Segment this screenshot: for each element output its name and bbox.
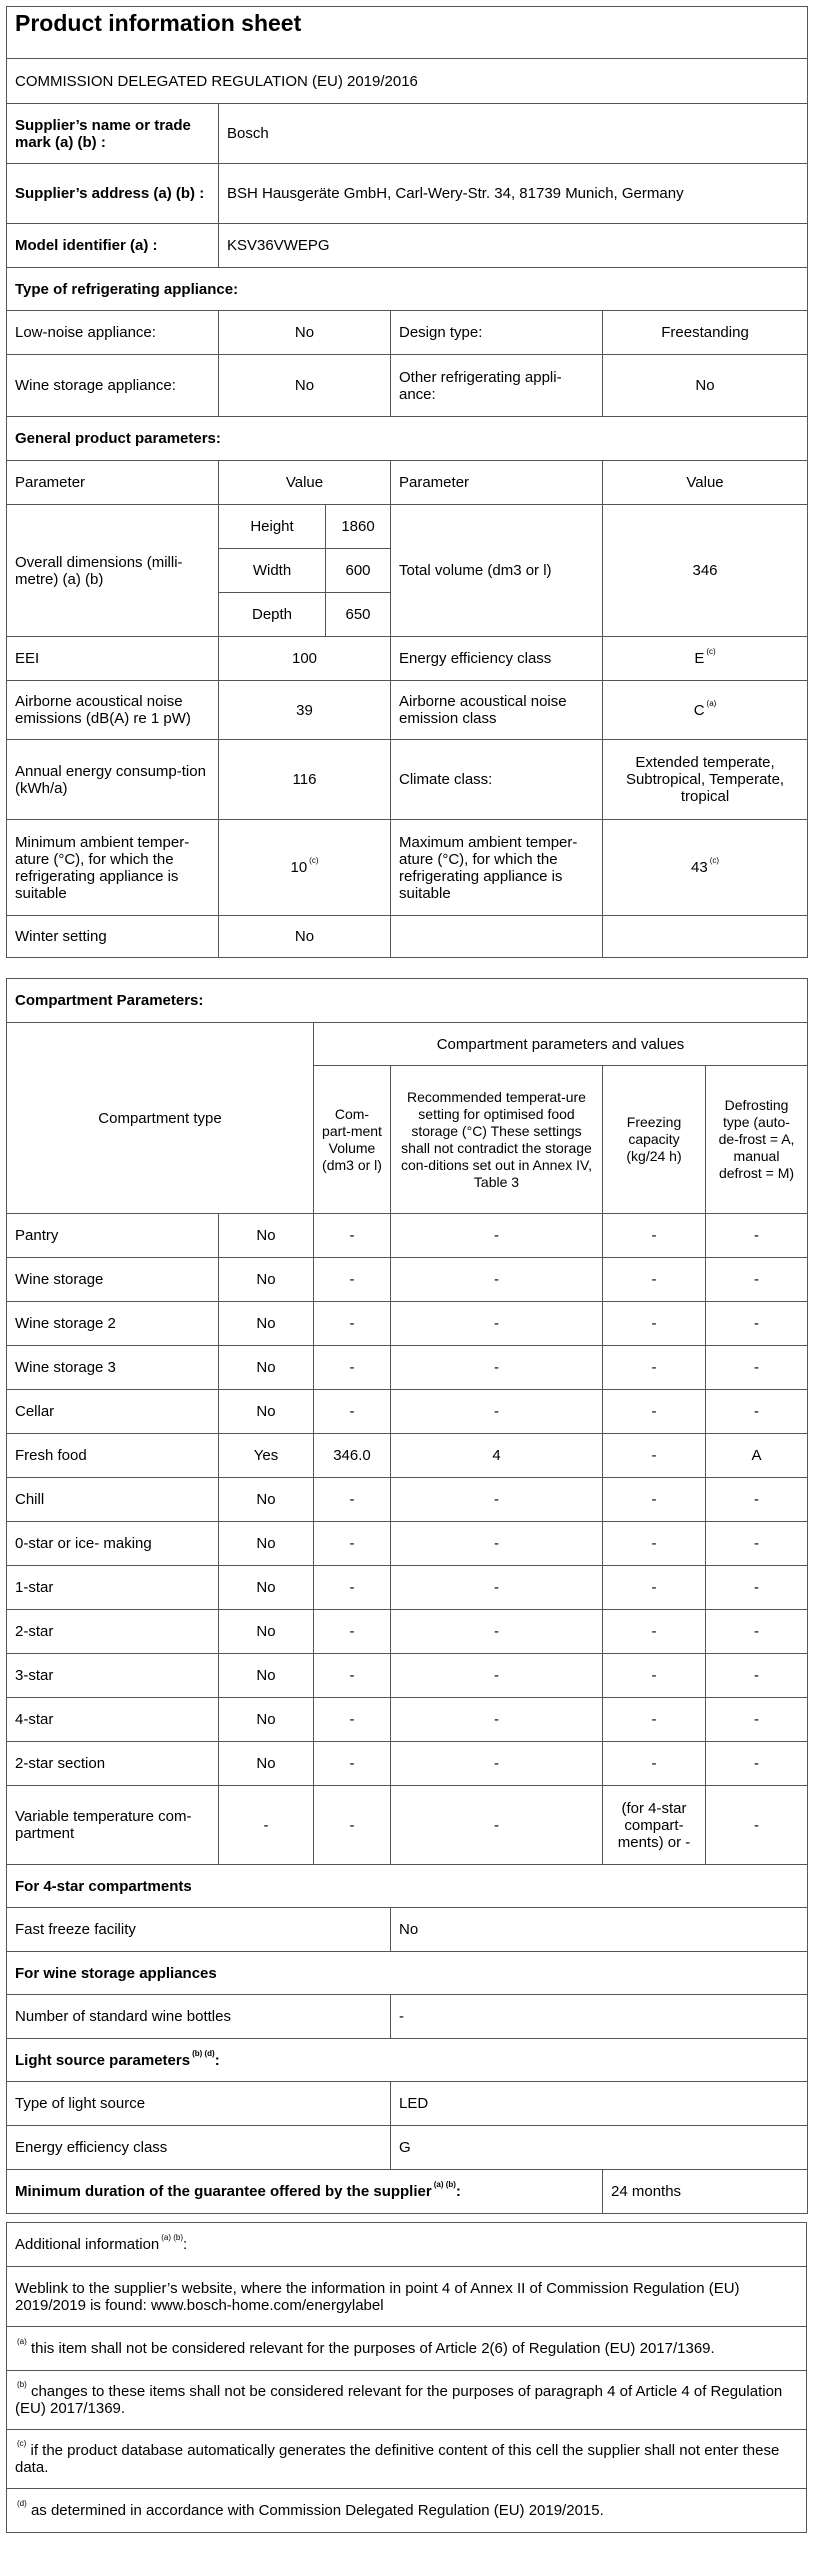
additional-heading-cell <box>7 2223 807 2267</box>
compartment-row <box>7 1742 808 1786</box>
winter-label: Winter setting <box>7 916 219 958</box>
compartment-freezing: - <box>603 1346 706 1390</box>
compartment-present: No <box>219 1522 314 1566</box>
col-defrost-header: Defrosting type (auto-de-frost = A, manual defrost = M) <box>706 1066 808 1214</box>
min-temp-value: 10 <box>290 859 308 876</box>
variable-temp-freezing: (for 4-star compart-ments) or - <box>603 1786 706 1865</box>
footnote-c-mark: (c) <box>17 2439 27 2448</box>
compartment-name: Pantry <box>7 1214 219 1258</box>
compartment-name: Fresh food <box>7 1434 219 1478</box>
col-temp-header: Recommended temperat-ure setting for optimised food storage (°C) These settings shall not contradict the storage con-ditions set out in Annex IV, Table 3 <box>391 1066 603 1214</box>
compartment-volume: 346.0 <box>314 1434 391 1478</box>
compartment-volume: - <box>314 1522 391 1566</box>
compartment-defrost: - <box>706 1522 808 1566</box>
compartment-name: 4-star <box>7 1698 219 1742</box>
compartment-name: 0-star or ice- making <box>7 1522 219 1566</box>
compartment-present: No <box>219 1478 314 1522</box>
light-heading: Light source parameters <box>15 2051 191 2069</box>
compartment-volume: - <box>314 1566 391 1610</box>
compartment-present: No <box>219 1742 314 1786</box>
compartment-present: Yes <box>219 1434 314 1478</box>
min-temp-note: (c) <box>309 856 319 865</box>
eec-value: E <box>694 650 705 667</box>
value-header-left: Value <box>219 461 391 505</box>
compartment-defrost: - <box>706 1390 808 1434</box>
light-heading-cell <box>7 2039 808 2082</box>
compartment-name: Wine storage 3 <box>7 1346 219 1390</box>
depth-value: 650 <box>326 593 391 637</box>
compartment-row <box>7 1302 808 1346</box>
param-header-right: Parameter <box>391 461 603 505</box>
wine-bottles-label: Number of standard wine bottles <box>7 1995 391 2039</box>
compartment-temp: - <box>391 1346 603 1390</box>
compartment-name: 1-star <box>7 1566 219 1610</box>
guarantee-value: 24 months <box>603 2170 808 2214</box>
compartment-row <box>7 1522 808 1566</box>
model-label: Model identifier (a) : <box>7 224 219 268</box>
light-type-label: Type of light source <box>7 2082 391 2126</box>
compartment-type-header: Compartment type <box>7 1023 314 1214</box>
compartment-freezing: - <box>603 1302 706 1346</box>
compartment-temp: - <box>391 1258 603 1302</box>
compartment-present: No <box>219 1214 314 1258</box>
climate-label: Climate class: <box>391 740 603 820</box>
compartment-temp: - <box>391 1566 603 1610</box>
type-heading: Type of refrigerating appliance: <box>7 268 808 311</box>
compartment-temp: - <box>391 1742 603 1786</box>
footnote-d-text: as determined in accordance with Commission Delegated Regulation (EU) 2019/2015. <box>30 2502 604 2519</box>
compartment-heading: Compartment Parameters: <box>7 979 808 1023</box>
noise-class-note: (a) <box>706 698 717 708</box>
compartment-defrost: - <box>706 1654 808 1698</box>
param-header-left: Parameter <box>7 461 219 505</box>
supplier-name: Bosch <box>219 104 808 164</box>
compartment-name: 2-star <box>7 1610 219 1654</box>
min-temp-cell <box>219 820 391 916</box>
guarantee-label-cell <box>7 2170 603 2214</box>
variable-temp-defrost: - <box>706 1786 808 1865</box>
four-star-heading: For 4-star compartments <box>7 1865 808 1908</box>
compartment-volume: - <box>314 1214 391 1258</box>
depth-label: Depth <box>219 593 326 637</box>
noise-class-label: Airborne acoustical noise emission class <box>391 681 603 740</box>
compartment-volume: - <box>314 1302 391 1346</box>
footnote-b-text: changes to these items shall not be considered relevant for the purposes of paragraph 4 of Article 4 of Regulation (EU) 2017/1369. <box>15 2383 783 2417</box>
product-info-table <box>6 6 808 958</box>
sheet-title: Product information sheet <box>7 7 808 59</box>
compartment-volume: - <box>314 1478 391 1522</box>
compartment-temp: - <box>391 1390 603 1434</box>
compartment-freezing: - <box>603 1742 706 1786</box>
additional-heading-colon: : <box>183 2236 188 2253</box>
additional-heading-note: (a) (b) <box>161 2233 184 2242</box>
compartment-volume: - <box>314 1654 391 1698</box>
compartment-row <box>7 1654 808 1698</box>
variable-temp-setting: - <box>391 1786 603 1865</box>
wine-bottles-value: - <box>391 1995 808 2039</box>
compartment-freezing: - <box>603 1258 706 1302</box>
footnote-d-mark: (d) <box>17 2499 27 2508</box>
compartment-freezing: - <box>603 1698 706 1742</box>
max-temp-label: Maximum ambient temper-ature (°C), for which the refrigerating appliance is suitable <box>391 820 603 916</box>
compartment-defrost: A <box>706 1434 808 1478</box>
other-appliance-label: Other refrigerating appli-ance: <box>391 355 603 417</box>
width-label: Width <box>219 549 326 593</box>
footnote-a-text: this item shall not be considered relevant for the purposes of Article 2(6) of Regulation (EU) 2017/1369. <box>30 2340 715 2357</box>
compartment-row <box>7 1478 808 1522</box>
footnote-c-text: if the product database automatically generates the definitive content of this cell the supplier shall not enter these data. <box>15 2442 780 2476</box>
light-type-value: LED <box>391 2082 808 2126</box>
noise-class-cell <box>603 681 808 740</box>
width-value: 600 <box>326 549 391 593</box>
wine-heading: For wine storage appliances <box>7 1952 808 1995</box>
general-heading: General product parameters: <box>7 417 808 461</box>
compartment-row <box>7 1214 808 1258</box>
height-value: 1860 <box>326 505 391 549</box>
compartment-temp: - <box>391 1698 603 1742</box>
regulation-text: COMMISSION DELEGATED REGULATION (EU) 2019/2016 <box>7 59 808 104</box>
eec-note: (c) <box>706 647 716 656</box>
compartment-volume: - <box>314 1346 391 1390</box>
col-volume-header: Com-part-ment Volume (dm3 or l) <box>314 1066 391 1214</box>
energy-value: 116 <box>219 740 391 820</box>
compartment-present: No <box>219 1302 314 1346</box>
eei-value: 100 <box>219 637 391 681</box>
variable-temp-volume: - <box>314 1786 391 1865</box>
footnote-a-mark: (a) <box>17 2337 27 2346</box>
compartment-row <box>7 1346 808 1390</box>
noise-value: 39 <box>219 681 391 740</box>
eec-cell <box>603 637 808 681</box>
compartment-temp: 4 <box>391 1434 603 1478</box>
supplier-name-label: Supplier’s name or trade mark (a) (b) : <box>7 104 219 164</box>
compartment-name: 3-star <box>7 1654 219 1698</box>
value-header-right: Value <box>603 461 808 505</box>
compartment-defrost: - <box>706 1698 808 1742</box>
compartment-row <box>7 1258 808 1302</box>
compartment-temp: - <box>391 1522 603 1566</box>
energy-label: Annual energy consump-tion (kWh/a) <box>7 740 219 820</box>
supplier-address: BSH Hausgeräte GmbH, Carl-Wery-Str. 34, 81739 Munich, Germany <box>219 164 808 224</box>
compartment-volume: - <box>314 1742 391 1786</box>
light-heading-note: (b) (d) <box>192 2048 215 2058</box>
guarantee-note: (a) (b) <box>433 2180 456 2189</box>
eec-label: Energy efficiency class <box>391 637 603 681</box>
compartment-present: No <box>219 1346 314 1390</box>
design-type-value: Freestanding <box>603 311 808 355</box>
footnote-a <box>7 2327 807 2371</box>
compartment-name: Wine storage 2 <box>7 1302 219 1346</box>
compartment-volume: - <box>314 1258 391 1302</box>
height-label: Height <box>219 505 326 549</box>
footnote-d <box>7 2489 807 2533</box>
compartment-defrost: - <box>706 1478 808 1522</box>
low-noise-value: No <box>219 311 391 355</box>
wine-storage-value: No <box>219 355 391 417</box>
compartment-present: No <box>219 1610 314 1654</box>
compartment-freezing: - <box>603 1390 706 1434</box>
compartment-freezing: - <box>603 1214 706 1258</box>
winter-value: No <box>219 916 391 958</box>
max-temp-value: 43 <box>691 859 708 876</box>
eei-label: EEI <box>7 637 219 681</box>
compartment-present: No <box>219 1698 314 1742</box>
compartment-freezing: - <box>603 1522 706 1566</box>
climate-value: Extended temperate, Subtropical, Temperate, tropical <box>603 740 808 820</box>
max-temp-note: (c) <box>709 856 720 865</box>
noise-label: Airborne acoustical noise emissions (dB(A) re 1 pW) <box>7 681 219 740</box>
compartment-group-header: Compartment parameters and values <box>314 1023 808 1066</box>
compartment-temp: - <box>391 1214 603 1258</box>
empty-cell <box>391 916 603 958</box>
compartment-name: Wine storage <box>7 1258 219 1302</box>
min-temp-label: Minimum ambient temper-ature (°C), for which the refrigerating appliance is suitable <box>7 820 219 916</box>
compartment-row <box>7 1434 808 1478</box>
compartment-defrost: - <box>706 1214 808 1258</box>
compartment-name: Cellar <box>7 1390 219 1434</box>
weblink-text: Weblink to the supplier’s website, where the information in point 4 of Annex II of Commission Regulation (EU) 2019/2019 is found: www.bosch-home.com/energylabel <box>7 2267 807 2327</box>
light-heading-colon: : <box>214 2051 220 2069</box>
fast-freeze-value: No <box>391 1908 808 1952</box>
compartment-defrost: - <box>706 1610 808 1654</box>
compartment-freezing: - <box>603 1610 706 1654</box>
compartment-name: 2-star section <box>7 1742 219 1786</box>
compartment-present: No <box>219 1258 314 1302</box>
compartment-present: No <box>219 1654 314 1698</box>
variable-temp-label: Variable temperature com-partment <box>7 1786 219 1865</box>
footnote-c <box>7 2430 807 2489</box>
fast-freeze-label: Fast freeze facility <box>7 1908 391 1952</box>
compartment-name: Chill <box>7 1478 219 1522</box>
other-appliance-value: No <box>603 355 808 417</box>
compartment-freezing: - <box>603 1478 706 1522</box>
compartment-defrost: - <box>706 1566 808 1610</box>
compartment-row <box>7 1566 808 1610</box>
compartment-defrost: - <box>706 1258 808 1302</box>
empty-cell <box>603 916 808 958</box>
guarantee-colon: : <box>455 2183 461 2200</box>
compartment-present: No <box>219 1390 314 1434</box>
compartment-temp: - <box>391 1478 603 1522</box>
compartment-temp: - <box>391 1302 603 1346</box>
compartment-present: No <box>219 1566 314 1610</box>
total-volume-value: 346 <box>603 505 808 637</box>
col-freezing-header: Freezing capacity (kg/24 h) <box>603 1066 706 1214</box>
compartment-defrost: - <box>706 1742 808 1786</box>
compartment-temp: - <box>391 1654 603 1698</box>
additional-heading: Additional information <box>15 2236 160 2253</box>
compartment-row <box>7 1698 808 1742</box>
compartment-defrost: - <box>706 1302 808 1346</box>
compartment-defrost: - <box>706 1346 808 1390</box>
compartment-volume: - <box>314 1610 391 1654</box>
compartment-volume: - <box>314 1390 391 1434</box>
compartment-freezing: - <box>603 1654 706 1698</box>
max-temp-cell <box>603 820 808 916</box>
compartment-row <box>7 1390 808 1434</box>
dimensions-label: Overall dimensions (milli-metre) (a) (b) <box>7 505 219 637</box>
model-identifier: KSV36VWEPG <box>219 224 808 268</box>
compartment-freezing: - <box>603 1566 706 1610</box>
noise-class-value: C <box>693 701 705 719</box>
total-volume-label: Total volume (dm3 or l) <box>391 505 603 637</box>
compartment-freezing: - <box>603 1434 706 1478</box>
compartment-row <box>7 1610 808 1654</box>
low-noise-label: Low-noise appliance: <box>7 311 219 355</box>
compartment-table <box>6 978 808 2214</box>
additional-info-table <box>6 2222 807 2533</box>
design-type-label: Design type: <box>391 311 603 355</box>
footnote-b <box>7 2371 807 2430</box>
wine-storage-label: Wine storage appliance: <box>7 355 219 417</box>
supplier-address-label: Supplier’s address (a) (b) : <box>7 164 219 224</box>
compartment-temp: - <box>391 1610 603 1654</box>
footnote-b-mark: (b) <box>17 2380 27 2389</box>
guarantee-label: Minimum duration of the guarantee offered by the supplier <box>15 2183 432 2200</box>
compartment-volume: - <box>314 1698 391 1742</box>
light-class-value: G <box>391 2126 808 2170</box>
light-class-label: Energy efficiency class <box>7 2126 391 2170</box>
variable-temp-present: - <box>219 1786 314 1865</box>
